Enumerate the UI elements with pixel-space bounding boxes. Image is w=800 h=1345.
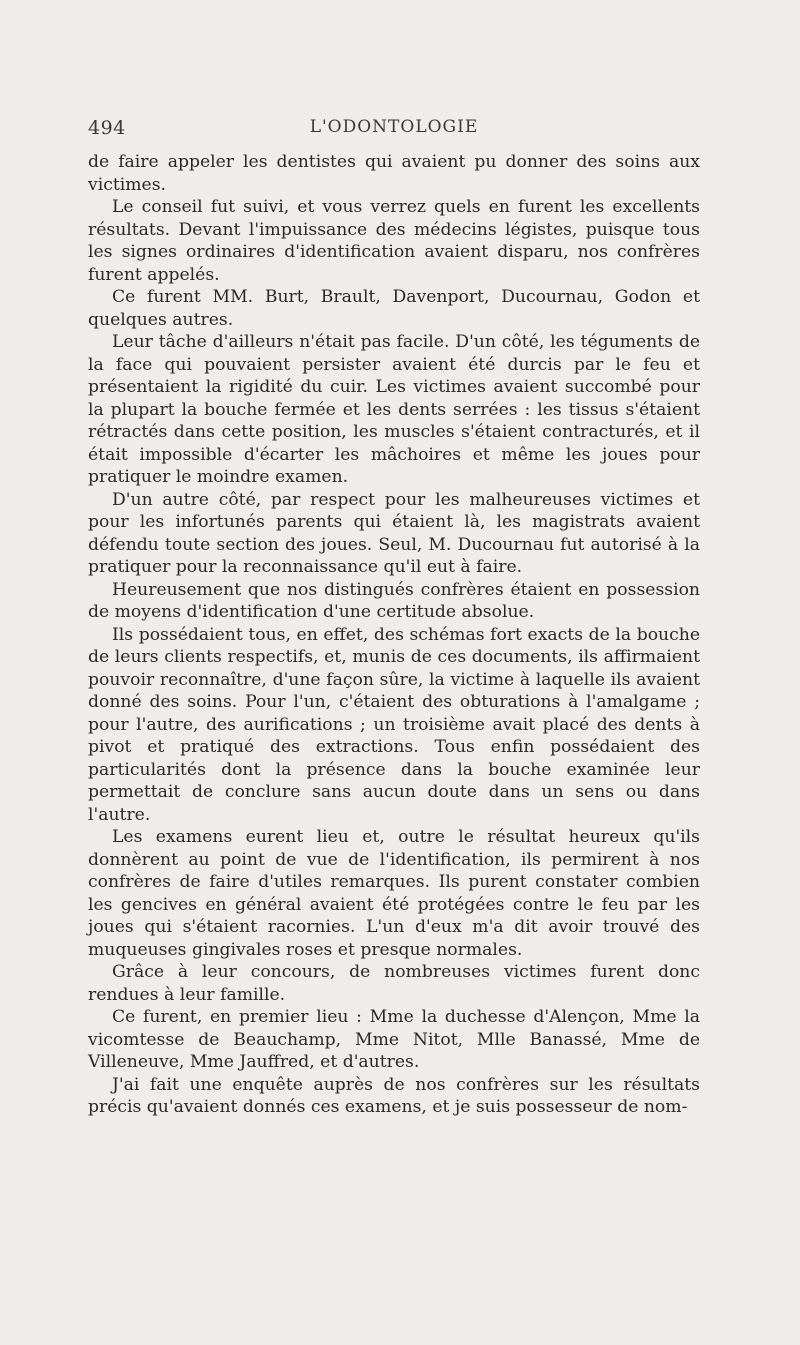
paragraph-10: Ce furent, en premier lieu : Mme la duchesse d'Alençon, Mme la vicomtesse de Beauchamp, Mme Nitot, Mlle Banassé, Mme de Villeneuve, Mme Jauffred, et d'autres. [88, 1007, 700, 1072]
body-text [88, 151, 700, 1119]
paragraph-8: Les examens eurent lieu et, outre le résultat heureux qu'ils donnèrent au point de vue de l'identification, ils permirent à nos confrères de faire d'utiles remarques. Ils purent constater combien les gencives en général avaient été protégées contre le feu par les joues qui s'étaient racornies. L'un d'eux m'a dit avoir trouvé des muqueuses gingivales roses et presque normales. [88, 827, 700, 960]
paragraph-11: J'ai fait une enquête auprès de nos confrères sur les résultats précis qu'avaient donnés ces examens, et je suis possesseur de nom- [88, 1074, 700, 1117]
paragraph-7: Ils possédaient tous, en effet, des schémas fort exacts de la bouche de leurs clients respectifs, et, munis de ces documents, ils affirmaient pouvoir reconnaître, d'une façon sûre, la victime à laquelle ils avaient donné des soins. Pour l'un, c'étaient des obturations à l'amalgame ; pour l'autre, des aurifications ; un troisième avait placé des dents à pivot et pratiqué des extractions. Tous enfin possédaient des particularités dont la présence dans la bouche examinée leur permettait de conclure sans aucun doute dans un sens ou dans l'autre. [88, 624, 700, 825]
running-title: L'ODONTOLOGIE [309, 117, 479, 137]
paragraph-5: D'un autre côté, par respect pour les malheureuses victimes et pour les infortunés parents qui étaient là, les magistrats avaient défendu toute section des joues. Seul, M. Ducournau fut autorisé à la pratiquer pour la reconnaissance qu'il eut à faire. [88, 489, 700, 577]
page-header [88, 117, 700, 139]
paragraph-9: Grâce à leur concours, de nombreuses victimes furent donc rendues à leur famille. [88, 962, 700, 1005]
paragraph-3: Ce furent MM. Burt, Brault, Davenport, Ducournau, Godon et quelques autres. [88, 287, 700, 330]
paragraph-2: Le conseil fut suivi, et vous verrez quels en furent les excellents résultats. Devant l'impuissance des médecins légistes, puisque tous les signes ordinaires d'identification avaient disparu, nos confrères furent appelés. [88, 197, 700, 285]
paragraph-6: Heureusement que nos distingués confrères étaient en possession de moyens d'identification d'une certitude absolue. [88, 579, 700, 622]
paragraph-4: Leur tâche d'ailleurs n'était pas facile. D'un côté, les téguments de la face qui pouvaient persister avaient été durcis par le feu et présentaient la rigidité du cuir. Les victimes avaient succombé pour la plupart la bouche fermée et les dents serrées : les tissus s'étaient rétractés dans cette position, les muscles s'étaient contracturés, et il était impossible d'écarter les mâchoires et même les joues pour pratiquer le moindre examen. [88, 332, 700, 487]
page-number: 494 [88, 117, 126, 139]
paragraph-1: de faire appeler les dentistes qui avaient pu donner des soins aux victimes. [88, 152, 700, 195]
